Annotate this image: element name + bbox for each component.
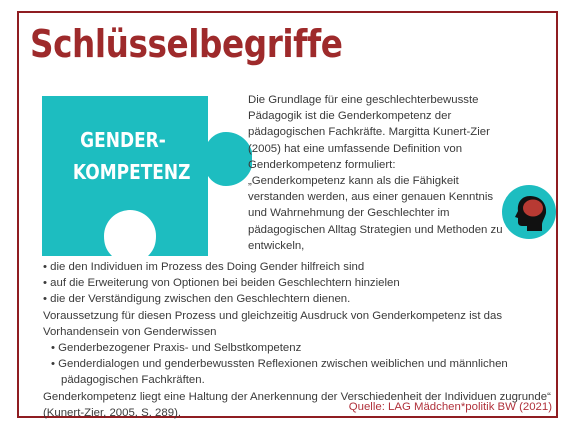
inner-bullet-list	[43, 340, 553, 389]
intro-quote: „Genderkompetenz kann als die Fähigkeit verstanden werden, aus einer genauen Kenntnis und Wahrnehmung der Geschlechter im pädagogischen Alltag Strategien und Methoden zu entwickeln,	[248, 175, 503, 252]
bullet-list	[43, 259, 553, 308]
intro-text	[248, 92, 512, 254]
middle-paragraph: Voraussetzung für diesen Prozess und gleichzeitig Ausdruck von Genderkompetenz ist das Vorhandensein von Genderwissen	[43, 309, 503, 338]
list-item: • Genderbezogener Praxis- und Selbstkompetenz	[51, 342, 302, 355]
head-brain-icon	[502, 185, 556, 239]
list-item: • auf die Erweiterung von Optionen bei beiden Geschlechtern hinzielen	[43, 277, 400, 290]
intro-paragraph: Die Grundlage für eine geschlechterbewusste Pädagogik ist die Genderkompetenz der pädagogischen Fachkräfte. Margitta Kunert-Zier (2005) hat eine umfassende Definition von Genderkompetenz formuliert:	[248, 94, 490, 171]
puzzle-label-line-2: KOMPETENZ	[72, 160, 191, 184]
puzzle-label	[72, 124, 191, 188]
closing-paragraph: Genderkompetenz liegt eine Haltung der Anerkennung der Verschiedenheit der Individuen zugrunde“ (Kunert-Zier, 2005, S. 289).	[43, 390, 551, 419]
source-citation: Quelle: LAG Mädchen*politik BW (2021)	[348, 401, 552, 413]
list-item: • Genderdialogen und genderbewussten Reflexionen zwischen weiblichen und männlichen pädagogischen Fachkräften.	[51, 358, 508, 387]
list-item: • die der Verständigung zwischen den Geschlechtern dienen.	[43, 293, 351, 306]
list-item: • die den Individuen im Prozess des Doing Gender hilfreich sind	[43, 261, 365, 273]
body-text	[43, 259, 553, 421]
page-title: Schlüsselbegriffe	[30, 22, 343, 66]
puzzle-label-line-1: GENDER-	[80, 128, 166, 152]
